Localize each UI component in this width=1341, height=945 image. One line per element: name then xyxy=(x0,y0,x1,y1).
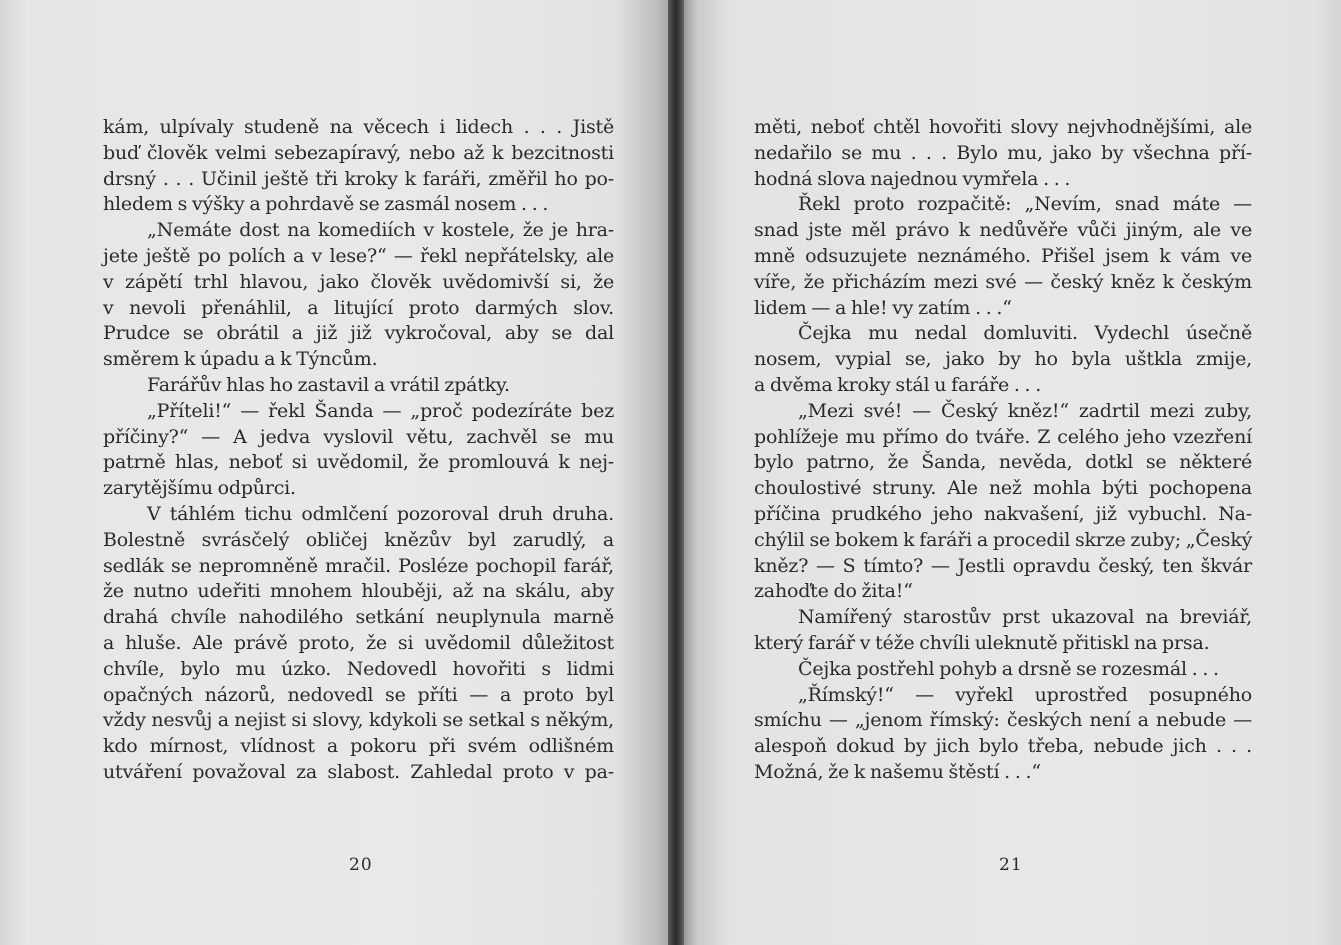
text-line: vždy nesvůj a nejist si slovy, kdykoli se setkal s někým, xyxy=(103,709,614,732)
text-line: který farář v téže chvíli uleknutě přitiskl na prsa. xyxy=(754,631,1210,654)
left-page-text xyxy=(103,115,614,786)
text-line: „Římský!“ — vyřekl uprostřed posupného xyxy=(798,683,1252,706)
text-line: smíchu — „jenom římský: českých není a nebude — xyxy=(754,709,1252,732)
text-line: měti, neboť chtěl hovořiti slovy nejvhodnějšími, ale xyxy=(754,116,1252,138)
text-line: Řekl proto rozpačitě: „Nevím, snad máte — xyxy=(798,193,1252,216)
text-line: Bolestně svrásčelý obličej knězův byl zarudlý, a xyxy=(103,528,614,551)
text-line: bylo patrno, že Šanda, nevěda, dotkl se některé xyxy=(754,451,1252,474)
text-line: patrně hlas, neboť si uvědomil, že promlouvá k nej- xyxy=(103,451,614,474)
text-line: chýlil se bokem k faráři a procedil skrze zuby; „Český xyxy=(754,528,1253,551)
text-line: mně odsuzujete neznámého. Přišel jsem k vám ve xyxy=(754,244,1252,267)
text-line: „Příteli!“ — řekl Šanda — „proč podezíráte bez xyxy=(147,399,614,422)
text-line: zahoďte do žita!“ xyxy=(754,580,913,603)
text-line: a hluše. Ale právě proto, že si uvědomil důležitost xyxy=(103,631,614,654)
text-line: kněz? — S tímto? — Jestli opravdu český, ten škvár xyxy=(754,554,1252,577)
text-line: „Nemáte dost na komediích v kostele, že je hra- xyxy=(147,219,614,242)
text-line: opačných názorů, nedovedl se příti — a proto byl xyxy=(103,683,614,706)
text-line: Možná, že k našemu štěstí . . .“ xyxy=(754,760,1041,783)
right-page xyxy=(684,0,1341,945)
text-line: Čejka postřehl pohyb a drsně se rozesmál . . . xyxy=(798,657,1219,680)
text-line: nedařilo se mu . . . Bylo mu, jako by všechna pří- xyxy=(754,141,1252,164)
text-line: nosem, vypial se, jako by ho byla uštkla zmije, xyxy=(754,348,1252,371)
text-line: příčina prudkého jeho nakvašení, již vybuchl. Na- xyxy=(754,502,1252,525)
text-line: pohlížeje mu přímo do tváře. Z celého jeho vzezření xyxy=(754,425,1252,448)
text-line: chvíle, bylo mu úzko. Nedovedl hovořiti s lidmi xyxy=(103,657,614,680)
right-page-text xyxy=(754,115,1252,786)
text-line: hodná slova najednou vymřela . . . xyxy=(754,167,1071,190)
text-line: „Mezi své! — Český kněz!“ zadrtil mezi zuby, xyxy=(798,399,1252,422)
left-page xyxy=(0,0,670,945)
text-line: jete ještě po polích a v lese?“ — řekl nepřátelsky, ale xyxy=(103,244,614,267)
text-line: zarytějšímu odpůrci. xyxy=(103,477,296,500)
text-line: v nevoli přenáhlil, a litující proto darmých slov. xyxy=(103,296,614,319)
text-line: snad jste měl právo k nedůvěře vůči jiným, ale ve xyxy=(754,219,1252,242)
text-line: že nutno udeřiti mnohem hlouběji, až na skálu, aby xyxy=(103,580,614,603)
text-line: kám, ulpívaly studeně na věcech i lidech . . . Jistě xyxy=(103,116,614,138)
text-line: alespoň dokud by jich bylo třeba, nebude jich . . . xyxy=(754,735,1252,758)
text-line: příčiny?“ — A jedva vyslovil větu, zachvěl se mu xyxy=(103,425,614,448)
text-line: choulostivé struny. Ale než mohla býti pochopena xyxy=(754,477,1252,500)
text-line: kdo mírnost, vlídnost a pokoru při svém odlišném xyxy=(103,735,614,758)
text-line: drahá chvíle nahodilého setkání neuplynula marně xyxy=(103,606,614,629)
text-line: lidem — a hle! vy zatím . . .“ xyxy=(754,296,1012,319)
text-line: Čejka mu nedal domluviti. Vydechl úsečně xyxy=(798,322,1252,345)
text-line: drsný . . . Učinil ještě tři kroky k faráři, změřil ho po- xyxy=(103,167,614,190)
left-page-number: 20 xyxy=(349,855,373,875)
text-line: Prudce se obrátil a již již vykročoval, aby se dal xyxy=(103,322,614,345)
text-line: hledem s výšky a pohrdavě se zasmál nosem . . . xyxy=(103,193,549,216)
text-line: sedlák se nepromněně mračil. Posléze pochopil farář, xyxy=(103,554,614,577)
text-line: v zápětí trhl hlavou, jako člověk uvědomivší si, že xyxy=(103,270,614,293)
text-line: V táhlém tichu odmlčení pozoroval druh druha. xyxy=(147,502,614,525)
text-line: a dvěma kroky stál u faráře . . . xyxy=(754,373,1042,396)
right-page-number: 21 xyxy=(999,855,1023,875)
text-line: utváření považoval za slabost. Zahledal proto v pa- xyxy=(103,760,614,783)
text-line: směrem k úpadu a k Týncům. xyxy=(103,348,378,371)
text-line: víře, že přicházím mezi své — český kněz k českým xyxy=(754,270,1252,293)
text-line: buď člověk velmi sebezapíravý, nebo až k bezcitnosti xyxy=(103,141,614,164)
text-line: Farářův hlas ho zastavil a vrátil zpátky. xyxy=(147,373,510,396)
text-line: Namířený starostův prst ukazoval na breviář, xyxy=(798,606,1252,629)
